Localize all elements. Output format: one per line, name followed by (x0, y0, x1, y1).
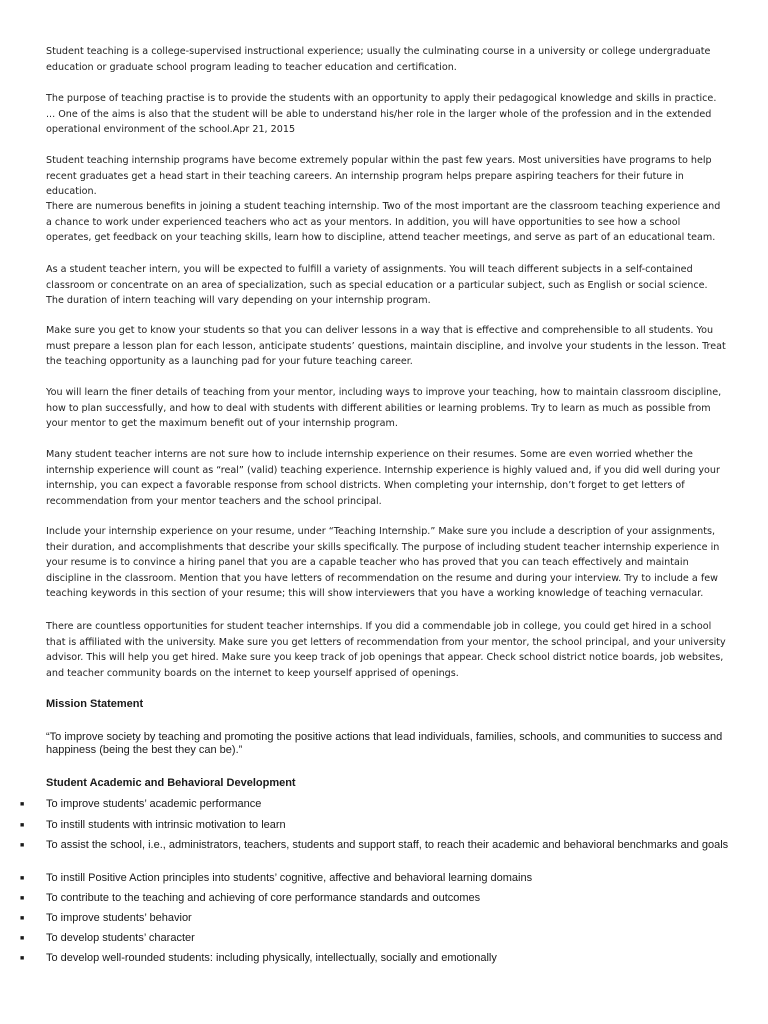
paragraph-know-your-students: Make sure you get to know your students so that you can deliver lessons in a way that is effective and comprehensible to all students. You must prepare a lesson plan for each lesson, anticipate students’ questions, maintain discipline, and involve your students in the lesson. Treat the teaching opportunity as a launching pad for your future teaching career. (46, 325, 726, 368)
bullet-square-icon: ■ (20, 955, 25, 962)
list-item-text: To improve students’ behavior (46, 912, 192, 924)
bullet-square-icon: ■ (20, 842, 25, 849)
paragraph-countless-opportunities: There are countless opportunities for student teacher internships. If you did a commendable job in college, you could get hired in a school that is affiliated with the university. Make sure you get letters of recommendation from your mentor, the school principal, and your university advisor. This will help you get hired. Make sure you keep track of job openings that appear. Check school district notice boards, job websites, and teacher community boards on the internet to keep yourself apprised of openings. (46, 621, 726, 679)
paragraph-include-internship-on-resume: Include your internship experience on your resume, under “Teaching Internship.” Make sure you include a description of your assignments, their duration, and accomplishments that describe your skills specifically. The purpose of including student teacher internship experience in your resume is to convince a hiring panel that you are a capable teacher who has proved that you can teach effectively and maintain discipline in the classroom. Mention that you have letters of recommendation on the resume and during your interview. Try to include a few teaching keywords in this section of your resume; this will show interviewers that you have a working knowledge of teaching vernacular. (46, 526, 720, 600)
bullet-square-icon: ■ (20, 915, 25, 922)
list-item-text: To instill students with intrinsic motivation to learn (46, 819, 286, 831)
bullet-square-icon: ■ (20, 875, 25, 882)
development-heading: Student Academic and Behavioral Development (46, 777, 296, 789)
paragraph-student-teaching-definition: Student teaching is a college-supervised instructional experience; usually the culminating course in a university or college undergraduate education or graduate school program leading to teacher education and certification. (46, 46, 711, 73)
list-item-text: To instill Positive Action principles into students’ cognitive, affective and behavioral learning domains (46, 872, 533, 884)
list-item-text: To improve students’ academic performance (46, 798, 262, 810)
paragraph-resume-internship-experience: Many student teacher interns are not sure how to include internship experience on their resumes. Some are even worried whether the internship experience will count as “real” (valid) teaching experience. Internship experience is highly valued and, if you did well during your internship, you can expect a favorable response from school districts. When completing your internship, don’t forget to get letters of recommendation from your mentor teachers and the school principal. (46, 449, 720, 507)
paragraph-learn-from-mentor: You will learn the finer details of teaching from your mentor, including ways to improve your teaching, how to maintain classroom discipline, how to plan successfully, and how to deal with students with different abilities or learning problems. Try to learn as much as possible from your mentor to get the maximum benefit out of your internship program. (46, 387, 722, 430)
bullet-square-icon: ■ (20, 801, 25, 808)
paragraph-purpose-of-teaching-practise: The purpose of teaching practise is to provide the students with an opportunity to apply their pedagogical knowledge and skills in practice. ... One of the aims is also that the student will be able to understand his/her role in the larger whole of the profession and in the extended operational environment of the school.Apr 21, 2015 (46, 93, 717, 136)
bullet-square-icon: ■ (20, 935, 25, 942)
bullet-square-icon: ■ (20, 895, 25, 902)
list-item-text: To assist the school, i.e., administrators, teachers, students and support staff, to reach their academic and behavioral benchmarks and goals (46, 839, 729, 851)
mission-statement-heading: Mission Statement (46, 698, 144, 710)
paragraph-internship-popularity: Student teaching internship programs have become extremely popular within the past few years. Most universities have programs to help recent graduates get a head start in their teaching careers. An internship program helps prepare aspiring teachers for their future in education. (46, 155, 712, 198)
list-item-text: To develop students’ character (46, 932, 195, 944)
paragraph-intern-assignments: As a student teacher intern, you will be expected to fulfill a variety of assignments. You will teach different subjects in a self-contained classroom or concentrate on an area of specialization, such as special education or a particular subject, such as English or social science. The duration of intern teaching will vary depending on your internship program. (46, 264, 708, 307)
paragraph-internship-benefits: There are numerous benefits in joining a student teaching internship. Two of the most important are the classroom teaching experience and a chance to work under experienced teachers who act as your mentors. In addition, you will have opportunities to see how a school operates, get feedback on your teaching skills, learn how to discipline, attend teacher meetings, and serve as part of an educational team. (46, 201, 721, 244)
bullet-square-icon: ■ (20, 822, 25, 829)
list-item-text: To develop well-rounded students: including physically, intellectually, socially and emotionally (46, 952, 497, 964)
list-item-text: To contribute to the teaching and achieving of core performance standards and outcomes (46, 892, 481, 904)
mission-statement-quote: “To improve society by teaching and promoting the positive actions that lead individuals, families, schools, and communities to success and happiness (being the best they can be).” (46, 731, 723, 756)
